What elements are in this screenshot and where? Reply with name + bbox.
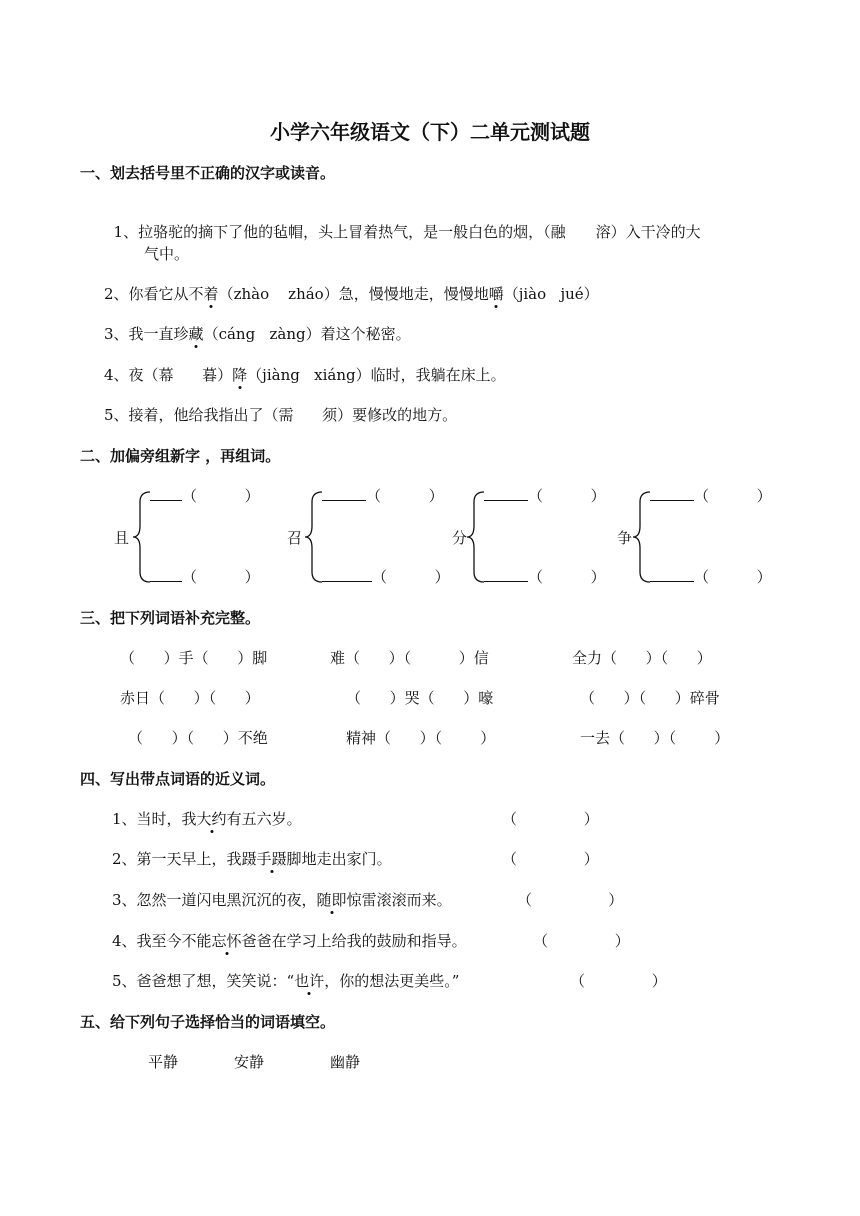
radical-char-4: 争 bbox=[617, 529, 633, 547]
answer-paren: （ ） bbox=[533, 932, 630, 950]
blank-row bbox=[150, 485, 260, 506]
dotted-word: 随即 bbox=[316, 891, 347, 909]
question-4-4 bbox=[112, 930, 467, 951]
answer-paren: （ ） bbox=[694, 487, 772, 505]
radical-char-2: 召 bbox=[287, 529, 303, 547]
question-4-1 bbox=[112, 808, 302, 829]
section-1-heading: 一、划去括号里不正确的汉字或读音。 bbox=[80, 164, 336, 182]
idiom-item: （ ）（ ）不绝 bbox=[128, 729, 268, 747]
dotted-word: 蹑手蹑脚 bbox=[241, 850, 302, 868]
question-text: （jiào jué） bbox=[503, 285, 599, 303]
blank-row bbox=[322, 566, 450, 587]
page-title: 小学六年级语文（下）二单元测试题 bbox=[270, 120, 590, 144]
question-1-4 bbox=[104, 364, 506, 385]
idiom-item: （ ）哭（ ）嚎 bbox=[346, 689, 494, 707]
answer-blank[interactable] bbox=[484, 486, 528, 501]
question-text: 有五六岁。 bbox=[226, 810, 302, 828]
blank-row bbox=[150, 566, 260, 587]
question-text: （zhào zháo）急，慢慢地走，慢慢地 bbox=[218, 285, 489, 303]
question-text: 2、第一天早上，我 bbox=[112, 850, 242, 868]
word-choice: 幽静 bbox=[330, 1053, 361, 1071]
blank-row bbox=[650, 485, 772, 506]
idiom-item: 一去（ ）（ ） bbox=[580, 729, 730, 747]
question-4-5 bbox=[112, 970, 459, 991]
answer-paren: （ ） bbox=[517, 891, 624, 909]
section-4-heading: 四、写出带点词语的近义词。 bbox=[80, 770, 276, 788]
brace-1 bbox=[132, 490, 152, 584]
blank-row bbox=[484, 485, 606, 506]
idiom-item: 赤日（ ）（ ） bbox=[120, 689, 260, 707]
question-text: 2、你看它从不 bbox=[104, 285, 204, 303]
answer-paren: （ ） bbox=[182, 487, 260, 505]
dotted-char: 藏 bbox=[188, 325, 204, 343]
idiom-item: （ ）（ ）碎骨 bbox=[580, 689, 720, 707]
blank-row bbox=[484, 566, 606, 587]
question-text: 爸爸在学习上给我的鼓励和指导。 bbox=[241, 932, 467, 950]
answer-blank[interactable] bbox=[150, 567, 182, 582]
section-5-heading: 五、给下列句子选择恰当的词语填空。 bbox=[80, 1013, 336, 1031]
question-1-1-cont: 气中。 bbox=[144, 245, 190, 263]
question-1-3 bbox=[104, 323, 411, 344]
question-text: 4、我至今不能 bbox=[112, 932, 212, 950]
answer-paren: （ ） bbox=[182, 568, 260, 586]
answer-paren: （ ） bbox=[502, 810, 599, 828]
word-choice: 安静 bbox=[234, 1053, 265, 1071]
dotted-char: 嚼 bbox=[488, 285, 504, 303]
question-text: 1、当时，我 bbox=[112, 810, 197, 828]
answer-blank[interactable] bbox=[484, 567, 528, 582]
question-1-5: 5、接着，他给我指出了（需 须）要修改的地方。 bbox=[104, 406, 458, 424]
question-text: 溶）入干冷的大 bbox=[595, 223, 701, 241]
blank-row bbox=[650, 566, 772, 587]
answer-paren: （ ） bbox=[694, 568, 772, 586]
brace-4 bbox=[632, 490, 652, 584]
question-text: 4、夜（幕 暮） bbox=[104, 366, 233, 384]
question-text: ，你的想法更美些。” bbox=[324, 972, 460, 990]
idiom-item: 难（ ）（ ）信 bbox=[330, 649, 489, 667]
radical-char-1: 且 bbox=[114, 529, 130, 547]
answer-paren: （ ） bbox=[502, 850, 599, 868]
question-4-2 bbox=[112, 848, 392, 869]
question-text: 3、我一直珍 bbox=[104, 325, 189, 343]
section-2-heading: 二、加偏旁组新字 ，再组词。 bbox=[80, 447, 281, 465]
question-text: 惊雷滚滚而来。 bbox=[346, 891, 452, 909]
answer-blank[interactable] bbox=[322, 567, 372, 582]
dotted-word: 大约 bbox=[196, 810, 227, 828]
question-text: 5、爸爸想了想，笑笑说：“ bbox=[112, 972, 295, 990]
brace-2 bbox=[304, 490, 324, 584]
question-text: （cáng zàng）着这个秘密。 bbox=[203, 325, 411, 343]
word-choice: 平静 bbox=[148, 1053, 179, 1071]
answer-blank[interactable] bbox=[650, 567, 694, 582]
idiom-item: 精神（ ）（ ） bbox=[346, 729, 496, 747]
answer-paren: （ ） bbox=[570, 972, 667, 990]
question-text: 1、拉骆驼的摘下了他的毡帽，头上冒着热气，是一般白色的烟，（融 bbox=[113, 223, 566, 241]
answer-blank[interactable] bbox=[322, 486, 366, 501]
question-text: （jiàng xiáng）临时，我躺在床上。 bbox=[247, 366, 506, 384]
blank-row bbox=[322, 485, 444, 506]
radical-char-3: 分 bbox=[452, 529, 468, 547]
idiom-item: （ ）手（ ）脚 bbox=[120, 649, 268, 667]
brace-3 bbox=[466, 490, 486, 584]
idiom-item: 全力（ ）（ ） bbox=[572, 649, 712, 667]
question-text: 3、忽然一道闪电黑沉沉的夜， bbox=[112, 891, 317, 909]
question-4-3 bbox=[112, 889, 452, 910]
answer-blank[interactable] bbox=[650, 486, 694, 501]
dotted-word: 也许 bbox=[294, 972, 325, 990]
answer-paren: （ ） bbox=[366, 487, 444, 505]
section-3-heading: 三、把下列词语补充完整。 bbox=[80, 609, 261, 627]
question-text: 地走出家门。 bbox=[301, 850, 392, 868]
answer-paren: （ ） bbox=[528, 568, 606, 586]
dotted-char: 着 bbox=[203, 285, 219, 303]
answer-paren: （ ） bbox=[528, 487, 606, 505]
answer-blank[interactable] bbox=[150, 486, 182, 501]
answer-paren: （ ） bbox=[372, 568, 450, 586]
question-1-2 bbox=[104, 283, 599, 304]
question-1-1 bbox=[104, 203, 701, 242]
dotted-word: 忘怀 bbox=[211, 932, 242, 950]
dotted-char: 降 bbox=[232, 366, 248, 384]
